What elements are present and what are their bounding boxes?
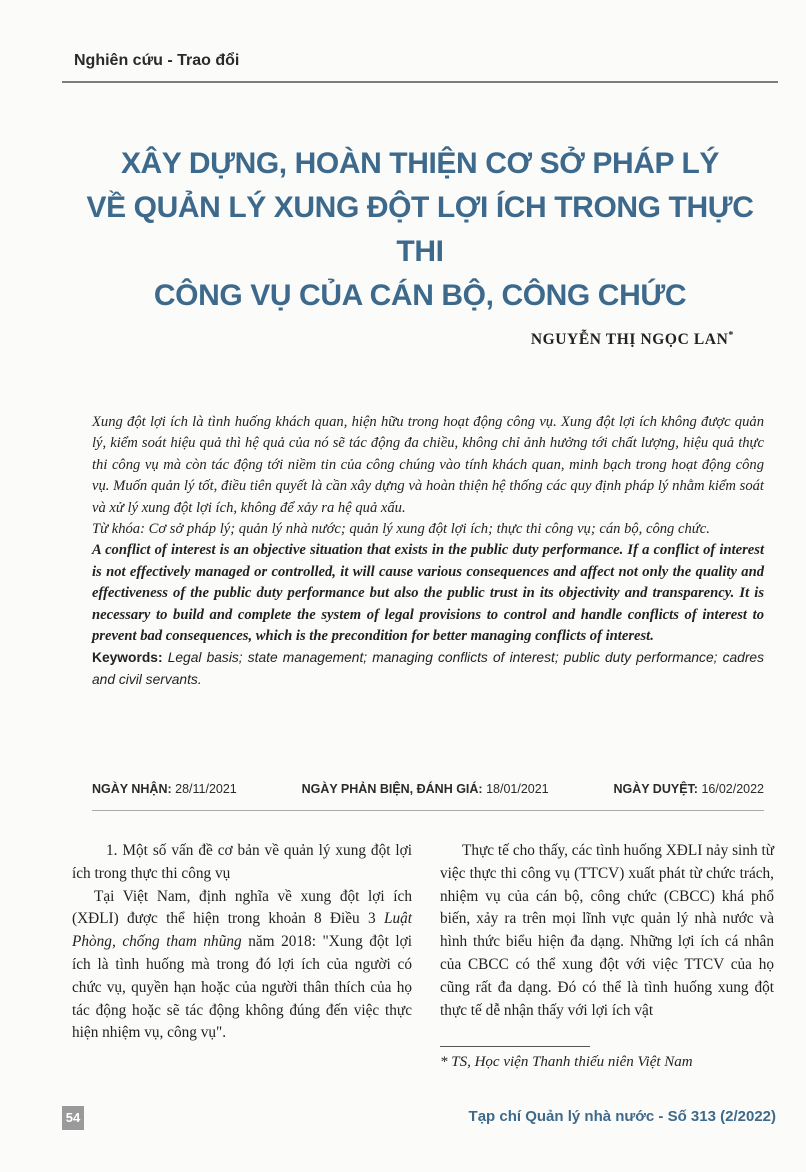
- title-line: CÔNG VỤ CỦA CÁN BỘ, CÔNG CHỨC: [153, 279, 687, 312]
- author: [531, 330, 734, 349]
- date-approved-value: 16/02/2022: [701, 782, 764, 796]
- date-reviewed-label: NGÀY PHẢN BIỆN, ĐÁNH GIÁ:: [301, 782, 483, 796]
- section-heading: 1. Một số vấn đề cơ bản về quản lý xung đột lợi ích trong thực thi công vụ: [72, 842, 412, 882]
- section-label: Nghiên cứu - Trao đổi: [74, 52, 240, 69]
- body-paragraph: Thực tế cho thấy, các tình huống XĐLI nảy sinh từ việc thực thi công vụ (TTCV) xuất phát từ chức trách, nhiệm vụ của cán bộ, công chức (CBCC) khá phổ biến, xảy ra trên mọi lĩnh vực quản lý nhà nước và hình thức biểu hiện đa dạng. Những lợi ích cá nhân của CBCC có thể xung đột với việc TTCV của họ cũng rất đa dạng. Đó có thể là tình huống xung đột thực tế dễ nhận thấy với lợi ích vật: [440, 842, 774, 1019]
- header-rule: [62, 81, 778, 83]
- date-received-value: 28/11/2021: [175, 782, 237, 796]
- body-paragraph: [72, 886, 412, 1046]
- author-footnote-mark: *: [728, 330, 734, 341]
- body-text: năm 2018: "Xung đột lợi ích là tình huống mà trong đó lợi ích của người có chức vụ, quyền hạn hoặc của người thân thích của họ tác động hoặc sẽ tác động không đúng đến việc thực hiện nhiệm vụ, công vụ".: [72, 933, 412, 1042]
- keywords-en: [92, 647, 764, 690]
- date-reviewed-value: 18/01/2021: [486, 782, 549, 796]
- law-name: Luật Phòng, chống tham nhũng: [72, 910, 412, 951]
- footnote-rule: [440, 1046, 590, 1047]
- title-line: VỀ QUẢN LÝ XUNG ĐỘT LỢI ÍCH TRONG THỰC THI: [86, 191, 754, 268]
- dates-rule: [92, 810, 764, 811]
- keywords-vi-label: Từ khóa:: [92, 521, 145, 538]
- date-reviewed: [302, 782, 549, 796]
- body-column-left: [72, 840, 412, 1045]
- journal-footer: Tạp chí Quản lý nhà nước - Số 313 (2/2022): [468, 1108, 776, 1125]
- date-approved: [613, 782, 764, 796]
- date-received-label: NGÀY NHẬN:: [92, 782, 172, 796]
- article-dates: [92, 782, 764, 796]
- keywords-vi: [92, 519, 764, 540]
- date-received: [92, 782, 237, 796]
- author-name: NGUYỄN THỊ NGỌC LAN: [530, 331, 729, 349]
- abstract-vi: Xung đột lợi ích là tình huống khách quan, hiện hữu trong hoạt động công vụ. Xung đột lợi ích không được quản lý, kiểm soát hiệu quả thì hệ quả của nó sẽ tác động đa chiều, không chỉ ảnh hưởng tới chất lượng, hiệu quả thực thi công vụ mà còn tác động tới niềm tin của công chúng vào tính khách quan, minh bạch trong hoạt động công vụ. Muốn quản lý tốt, điều tiên quyết là cần xây dựng và hoàn thiện hệ thống các quy định pháp lý nhằm kiểm soát và xử lý xung đột lợi ích, không để xảy ra hệ quả xấu.: [92, 414, 764, 516]
- page-number: 54: [62, 1106, 84, 1130]
- keywords-en-text: Legal basis; state management; managing conflicts of interest; public duty performance; cadres and civil servants.: [92, 650, 764, 687]
- footnote: * TS, Học viện Thanh thiếu niên Việt Nam: [440, 1054, 693, 1070]
- abstract: [92, 412, 764, 690]
- date-approved-label: NGÀY DUYỆT:: [613, 782, 698, 796]
- title-line: XÂY DỰNG, HOÀN THIỆN CƠ SỞ PHÁP LÝ: [120, 147, 720, 180]
- article-title: [62, 142, 778, 318]
- body-text: Tại Việt Nam, định nghĩa về xung đột lợi ích (XĐLI) được thể hiện trong khoản 8 Điều 3: [72, 887, 412, 928]
- keywords-vi-text: Cơ sở pháp lý; quản lý nhà nước; quản lý xung đột lợi ích; thực thi công vụ; cán bộ, công chức.: [148, 521, 710, 538]
- keywords-en-label: Keywords:: [92, 650, 163, 666]
- abstract-en: A conflict of interest is an objective situation that exists in the public duty performance. If a conflict of interest is not effectively managed or controlled, it will cause various consequences and affect not only the quality and effectiveness of the public duty performance but also the public trust in its objectivity and transparency. It is necessary to build and complete the system of legal provisions to control and handle conflicts of interest to prevent bad consequences, which is the precondition for better managing conflicts of interest.: [92, 542, 764, 645]
- body-column-right: [440, 840, 774, 1022]
